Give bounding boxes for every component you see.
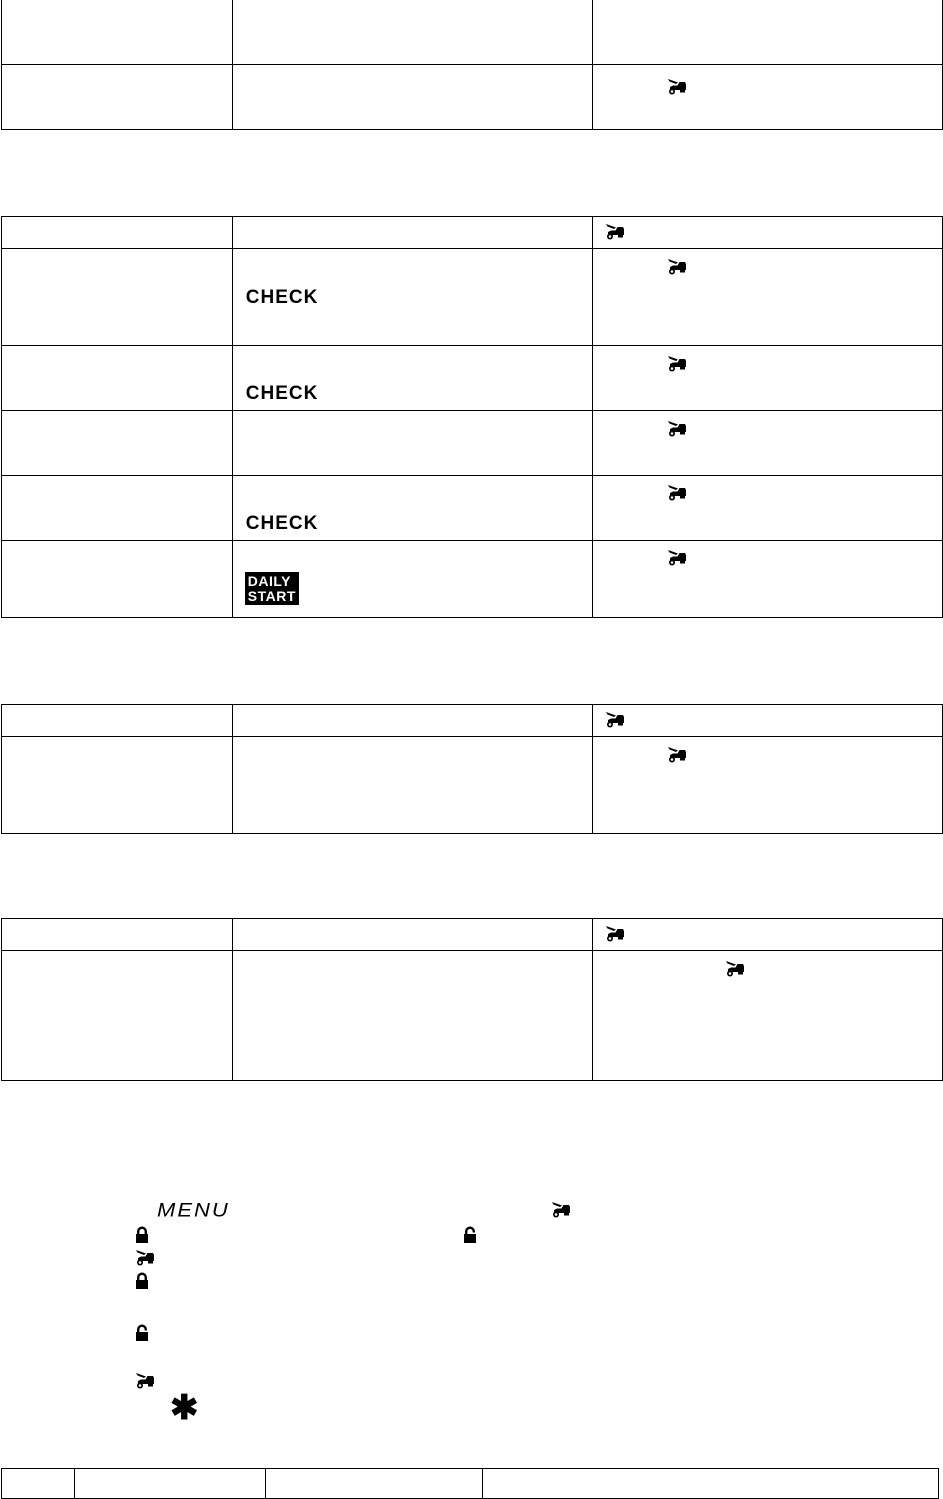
table-cell (232, 476, 593, 541)
check-indicator: CHECK (245, 513, 319, 534)
unlock-icon (463, 1226, 477, 1244)
table-cell (2, 1469, 75, 1499)
table-cell (593, 346, 943, 411)
table-1 (1, 0, 943, 130)
table-2 (1, 216, 943, 618)
table-header-cell (593, 705, 943, 737)
table-header-cell (593, 919, 943, 951)
daily-start-indicator (245, 572, 299, 605)
table-cell (593, 737, 943, 834)
lock-icon (135, 1272, 149, 1290)
table-cell (2, 346, 233, 411)
table-cell (232, 951, 593, 1081)
asterisk-icon: ✱ (170, 1389, 199, 1427)
menu-display-label: MENU (157, 1198, 230, 1221)
car-hood-open-icon (667, 420, 687, 438)
car-hood-open-icon (135, 1249, 155, 1267)
table-cell (2, 541, 233, 618)
check-indicator: CHECK (245, 383, 319, 404)
car-hood-open-icon (725, 960, 745, 978)
table-cell (232, 541, 593, 618)
table-cell (2, 0, 233, 65)
table-4 (1, 918, 943, 1081)
daily-label: DAILY (247, 573, 291, 589)
table-cell (593, 65, 943, 130)
table-5 (1, 1468, 939, 1499)
car-hood-open-icon (667, 355, 687, 373)
table-cell (2, 249, 233, 346)
car-hood-open-icon (667, 484, 687, 502)
table-cell (2, 65, 233, 130)
table-header-cell (232, 217, 593, 249)
car-hood-open-icon (135, 1372, 155, 1390)
table-cell (593, 951, 943, 1081)
table-cell (2, 951, 233, 1081)
car-hood-open-icon (605, 711, 625, 729)
table-header-cell (2, 217, 233, 249)
table-cell (2, 737, 233, 834)
car-hood-open-icon (551, 1201, 571, 1219)
table-cell (593, 541, 943, 618)
check-indicator: CHECK (245, 287, 319, 308)
table-cell (75, 1469, 266, 1499)
car-hood-open-icon (605, 925, 625, 943)
car-hood-open-icon (667, 549, 687, 567)
car-hood-open-icon (667, 746, 687, 764)
table-cell (2, 411, 233, 476)
table-cell (266, 1469, 483, 1499)
table-cell (2, 476, 233, 541)
table-header-cell (2, 705, 233, 737)
table-header-cell (232, 705, 593, 737)
table-cell (232, 249, 593, 346)
table-cell (232, 411, 593, 476)
table-cell (232, 0, 593, 65)
table-3 (1, 704, 943, 834)
table-cell (593, 249, 943, 346)
start-label: START (247, 588, 296, 604)
table-cell (593, 411, 943, 476)
table-header-cell (232, 919, 593, 951)
table-cell (232, 346, 593, 411)
table-cell (232, 65, 593, 130)
table-cell (593, 0, 943, 65)
car-hood-open-icon (605, 223, 625, 241)
lock-icon (135, 1226, 149, 1244)
unlock-icon (135, 1324, 149, 1342)
table-cell (232, 737, 593, 834)
car-hood-open-icon (667, 258, 687, 276)
table-header-cell (593, 217, 943, 249)
table-header-cell (2, 919, 233, 951)
car-hood-open-icon (667, 78, 687, 96)
table-cell (593, 476, 943, 541)
table-cell (483, 1469, 939, 1499)
